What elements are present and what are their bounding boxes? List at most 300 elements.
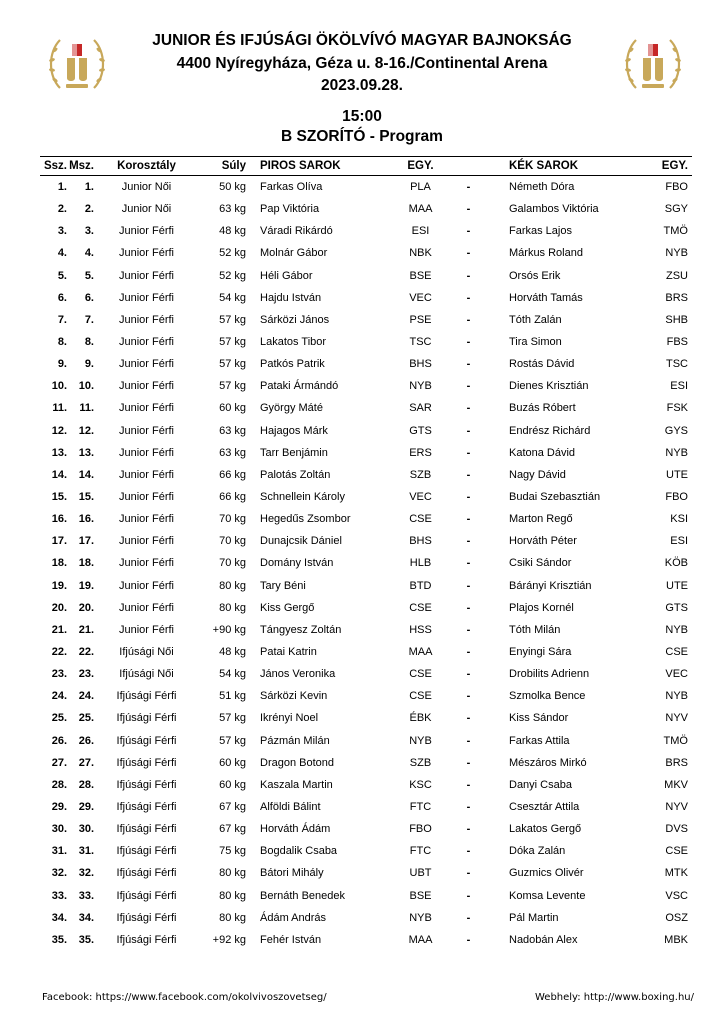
match-number: 33. — [78, 889, 94, 902]
header-msz: Msz. — [69, 157, 98, 176]
weight-class: 60 kg — [219, 778, 246, 791]
vs-separator: - — [466, 646, 471, 659]
red-corner-club: NYB — [409, 734, 432, 747]
bout-number: 22. — [51, 646, 67, 659]
blue-corner-club: FBS — [666, 336, 688, 349]
blue-corner-club: TMÖ — [663, 734, 688, 747]
bout-number: 5. — [57, 269, 67, 282]
red-corner-boxer: Hajdu István — [260, 291, 322, 304]
age-category: Junior Férfi — [118, 336, 175, 349]
red-corner-club: BHS — [409, 358, 432, 371]
age-category: Ifjúsági Férfi — [116, 778, 177, 791]
blue-corner-boxer: Pál Martin — [509, 911, 559, 924]
bout-number: 4. — [57, 247, 67, 260]
table-row — [40, 707, 692, 729]
match-number: 16. — [78, 513, 94, 526]
table-row — [40, 198, 692, 220]
bout-number: 18. — [51, 557, 67, 570]
red-corner-club: BTD — [409, 579, 432, 592]
age-category: Junior Férfi — [118, 535, 175, 548]
table-row — [40, 464, 692, 486]
bout-number: 10. — [51, 380, 67, 393]
red-corner-club: FBO — [409, 823, 432, 836]
table-row — [40, 597, 692, 619]
table-row — [40, 508, 692, 530]
bout-number: 16. — [51, 513, 67, 526]
red-corner-boxer: Bogdalik Csaba — [260, 845, 338, 858]
weight-class: 51 kg — [219, 690, 246, 703]
red-corner-boxer: Tarr Benjámin — [260, 446, 328, 459]
match-number: 1. — [84, 181, 94, 194]
weight-class: 57 kg — [219, 358, 246, 371]
blue-corner-boxer: Nadobán Alex — [509, 933, 578, 946]
vs-separator: - — [466, 668, 471, 681]
age-category: Junior Férfi — [118, 557, 175, 570]
match-number: 4. — [84, 247, 94, 260]
blue-corner-club: BRS — [665, 291, 688, 304]
red-corner-club: CSE — [409, 513, 432, 526]
match-number: 15. — [78, 491, 94, 504]
weight-class: 63 kg — [219, 203, 246, 216]
table-row — [40, 375, 692, 397]
red-corner-club: FTC — [409, 801, 432, 813]
event-date: 2023.09.28. — [321, 77, 403, 94]
age-category: Ifjúsági Férfi — [116, 889, 177, 902]
blue-corner-club: NYB — [665, 690, 688, 703]
bout-number: 11. — [52, 402, 67, 415]
vs-separator: - — [466, 380, 471, 393]
blue-corner-boxer: Buzás Róbert — [509, 402, 576, 415]
blue-corner-club: MKV — [664, 778, 688, 791]
age-category: Ifjúsági Férfi — [116, 933, 177, 946]
blue-corner-boxer: Tira Simon — [509, 336, 562, 349]
age-category: Ifjúsági Férfi — [116, 690, 177, 703]
weight-class: 52 kg — [219, 269, 246, 282]
age-category: Junior Férfi — [118, 491, 175, 504]
match-number: 21. — [78, 623, 94, 636]
vs-separator: - — [466, 712, 471, 725]
header-suly: Súly — [195, 157, 250, 176]
vs-separator: - — [466, 269, 471, 282]
blue-corner-club: KÖB — [664, 557, 688, 570]
age-category: Junior Férfi — [118, 247, 175, 260]
age-category: Junior Férfi — [118, 380, 175, 393]
weight-class: 48 kg — [219, 646, 246, 659]
blue-corner-club: VSC — [665, 889, 688, 902]
bout-number: 20. — [51, 601, 67, 614]
red-corner-club: NYB — [409, 911, 432, 924]
match-number: 27. — [78, 756, 94, 769]
bout-number: 23. — [51, 668, 67, 681]
red-corner-club: BSE — [409, 269, 432, 282]
bout-number: 7. — [57, 313, 67, 326]
age-category: Junior Férfi — [118, 225, 175, 238]
table-row — [40, 575, 692, 597]
table-row — [40, 331, 692, 353]
vs-separator: - — [466, 623, 471, 636]
red-corner-club: NBK — [409, 247, 432, 260]
red-corner-club: GTS — [409, 424, 432, 437]
red-corner-club: MAA — [408, 203, 433, 216]
match-number: 20. — [78, 601, 94, 614]
header-separator — [446, 157, 491, 176]
red-corner-club: HSS — [409, 623, 432, 636]
red-corner-boxer: Farkas Olíva — [260, 181, 323, 194]
header-egy-red: EGY. — [395, 157, 446, 176]
red-corner-boxer: Palotás Zoltán — [260, 468, 331, 481]
red-corner-boxer: Pap Viktória — [260, 203, 320, 216]
match-number: 5. — [84, 269, 94, 282]
weight-class: 60 kg — [219, 756, 246, 769]
table-row — [40, 176, 692, 199]
blue-corner-boxer: Katona Dávid — [509, 446, 576, 459]
blue-corner-club: SGY — [664, 203, 688, 216]
blue-corner-club: TMÖ — [663, 225, 688, 238]
red-corner-boxer: Bernáth Benedek — [260, 889, 346, 902]
red-corner-boxer: Dunajcsik Dániel — [260, 535, 342, 548]
table-row — [40, 397, 692, 419]
championship-title: JUNIOR ÉS IFJÚSÁGI ÖKÖLVÍVÓ MAGYAR BAJNOKSÁG — [152, 32, 572, 49]
age-category: Ifjúsági Női — [119, 646, 174, 659]
website-link[interactable]: Webhely: http://www.boxing.hu/ — [534, 992, 694, 1003]
vs-separator: - — [466, 778, 471, 791]
red-corner-boxer: Schnellein Károly — [260, 491, 345, 504]
header-korosztaly: Korosztály — [98, 157, 195, 176]
blue-corner-boxer: Galambos Viktória — [509, 203, 599, 216]
bout-number: 12. — [51, 424, 67, 437]
table-row — [40, 752, 692, 774]
red-corner-club: NYB — [409, 380, 432, 393]
bout-number: 30. — [51, 823, 67, 836]
table-row — [40, 486, 692, 508]
blue-corner-club: DVS — [665, 823, 688, 836]
bout-number: 34. — [51, 911, 67, 924]
match-number: 19. — [78, 579, 94, 592]
weight-class: 57 kg — [219, 712, 246, 725]
red-corner-boxer: Molnár Gábor — [260, 247, 328, 260]
blue-corner-club: NYV — [665, 801, 688, 813]
vs-separator: - — [466, 247, 471, 260]
match-number: 11. — [79, 402, 94, 415]
red-corner-boxer: Hegedűs Zsombor — [260, 513, 351, 526]
red-corner-club: ESI — [411, 225, 430, 238]
red-corner-club: PSE — [409, 313, 432, 326]
match-number: 6. — [84, 291, 94, 304]
age-category: Junior Női — [121, 181, 172, 194]
blue-corner-boxer: Márkus Roland — [509, 247, 583, 260]
weight-class: 80 kg — [219, 889, 246, 902]
age-category: Junior Férfi — [118, 446, 175, 459]
blue-corner-club: MBK — [664, 933, 688, 946]
table-body — [40, 176, 692, 951]
bout-number: 33. — [51, 889, 67, 902]
match-number: 3. — [84, 225, 94, 238]
red-corner-boxer: Pázmán Milán — [260, 734, 330, 747]
age-category: Junior Férfi — [118, 291, 175, 304]
vs-separator: - — [466, 181, 471, 194]
table-row — [40, 818, 692, 840]
table-row — [40, 929, 692, 951]
blue-corner-club: TSC — [666, 358, 688, 371]
red-corner-club: KSC — [409, 778, 432, 791]
match-number: 2. — [84, 203, 94, 216]
blue-corner-boxer: Kiss Sándor — [509, 712, 569, 725]
document-header — [0, 30, 724, 98]
vs-separator: - — [466, 203, 471, 216]
red-corner-boxer: Horváth Ádám — [260, 823, 331, 836]
bout-number: 31. — [51, 845, 67, 858]
red-corner-club: FTC — [409, 845, 432, 858]
age-category: Junior Férfi — [118, 579, 175, 592]
blue-corner-club: NYV — [665, 712, 688, 725]
age-category: Junior Férfi — [118, 313, 175, 326]
bout-number: 28. — [51, 778, 67, 791]
bout-number: 26. — [51, 734, 67, 747]
age-category: Junior Férfi — [118, 623, 175, 636]
weight-class: 54 kg — [219, 668, 246, 681]
blue-corner-boxer: Marton Regő — [509, 513, 573, 526]
table-row — [40, 265, 692, 287]
table-row — [40, 730, 692, 752]
blue-corner-boxer: Tóth Zalán — [509, 313, 562, 326]
age-category: Junior Férfi — [118, 601, 175, 614]
age-category: Junior Férfi — [118, 269, 175, 282]
red-corner-boxer: Bátori Mihály — [260, 867, 324, 880]
red-corner-boxer: Tary Béni — [260, 579, 306, 592]
weight-class: 54 kg — [219, 291, 246, 304]
weight-class: 63 kg — [219, 424, 246, 437]
match-number: 35. — [78, 933, 94, 946]
blue-corner-boxer: Szmolka Bence — [509, 690, 586, 703]
blue-corner-club: UTE — [666, 468, 688, 481]
match-number: 29. — [78, 801, 94, 813]
bout-number: 25. — [51, 712, 67, 725]
vs-separator: - — [466, 867, 471, 880]
red-corner-boxer: Váradi Rikárdó — [260, 225, 333, 238]
vs-separator: - — [466, 513, 471, 526]
table-row — [40, 663, 692, 685]
match-number: 26. — [78, 734, 94, 747]
blue-corner-club: BRS — [665, 756, 688, 769]
match-number: 18. — [78, 557, 94, 570]
age-category: Ifjúsági Férfi — [116, 845, 177, 858]
red-corner-boxer: Tángyesz Zoltán — [260, 623, 342, 636]
match-number: 17. — [78, 535, 94, 548]
red-corner-club: CSE — [409, 601, 432, 614]
table-header-row — [40, 157, 692, 176]
blue-corner-club: ESI — [670, 380, 688, 393]
blue-corner-club: FBO — [665, 181, 688, 194]
red-corner-club: PLA — [410, 181, 431, 194]
weight-class: 75 kg — [219, 845, 246, 858]
blue-corner-boxer: Guzmics Olivér — [509, 867, 584, 880]
vs-separator: - — [466, 845, 471, 858]
blue-corner-boxer: Bárányi Krisztián — [509, 579, 592, 592]
match-number: 28. — [78, 778, 94, 791]
age-category: Ifjúsági Férfi — [116, 911, 177, 924]
blue-corner-boxer: Lakatos Gergő — [509, 823, 582, 836]
red-corner-boxer: Dragon Botond — [260, 756, 334, 769]
blue-corner-boxer: Rostás Dávid — [509, 358, 575, 371]
vs-separator: - — [466, 336, 471, 349]
weight-class: 67 kg — [219, 823, 246, 836]
red-corner-club: BHS — [409, 535, 432, 548]
blue-corner-boxer: Budai Szebasztián — [509, 491, 601, 504]
match-number: 14. — [78, 468, 94, 481]
table-row — [40, 685, 692, 707]
header-kek-sarok: KÉK SAROK — [491, 157, 641, 176]
blue-corner-club: FSK — [666, 402, 688, 415]
weight-class: 57 kg — [219, 336, 246, 349]
table-row — [40, 242, 692, 264]
red-corner-boxer: Domány István — [260, 557, 334, 570]
match-number: 12. — [78, 424, 94, 437]
blue-corner-boxer: Nagy Dávid — [509, 468, 566, 481]
match-number: 24. — [78, 690, 94, 703]
blue-corner-club: CSE — [665, 845, 688, 858]
weight-class: 63 kg — [219, 446, 246, 459]
table-row — [40, 220, 692, 242]
bout-number: 6. — [57, 291, 67, 304]
red-corner-boxer: Ádám András — [260, 911, 327, 924]
blue-corner-boxer: Tóth Milán — [509, 623, 561, 636]
red-corner-boxer: Pataki Ármándó — [260, 380, 339, 393]
blue-corner-club: CSE — [665, 646, 688, 659]
vs-separator: - — [466, 491, 471, 504]
red-corner-club: MAA — [408, 933, 433, 946]
red-corner-club: VEC — [409, 291, 432, 304]
red-corner-boxer: Kaszala Martin — [260, 778, 333, 791]
table-row — [40, 442, 692, 464]
blue-corner-club: ESI — [670, 535, 688, 548]
vs-separator: - — [466, 468, 471, 481]
age-category: Ifjúsági Férfi — [116, 823, 177, 836]
vs-separator: - — [466, 756, 471, 769]
table-row — [40, 862, 692, 884]
blue-corner-club: FBO — [665, 491, 688, 504]
bout-number: 17. — [51, 535, 67, 548]
bout-number: 13. — [51, 446, 67, 459]
table-row — [40, 619, 692, 641]
bout-number: 9. — [57, 358, 67, 371]
red-corner-club: ERS — [409, 446, 432, 459]
vs-separator: - — [466, 225, 471, 238]
match-number: 7. — [84, 313, 94, 326]
blue-corner-club: VEC — [665, 668, 688, 681]
blue-corner-boxer: Dóka Zalán — [509, 845, 566, 858]
match-number: 9. — [84, 358, 94, 371]
blue-corner-boxer: Horváth Péter — [509, 535, 577, 548]
vs-separator: - — [466, 535, 471, 548]
blue-corner-boxer: Komsa Levente — [509, 889, 586, 902]
blue-corner-boxer: Mészáros Mirkó — [509, 756, 587, 769]
bout-program-table — [40, 156, 692, 951]
weight-class: 57 kg — [219, 313, 246, 326]
red-corner-club: SZB — [409, 756, 432, 769]
red-corner-boxer: János Veronika — [260, 668, 336, 681]
match-number: 23. — [78, 668, 94, 681]
red-corner-club: TSC — [409, 336, 432, 349]
weight-class: 80 kg — [219, 911, 246, 924]
table-row — [40, 796, 692, 818]
age-category: Junior Férfi — [118, 402, 175, 415]
blue-corner-club: GTS — [665, 601, 688, 614]
red-corner-boxer: Sárközi János — [260, 313, 330, 326]
red-corner-boxer: Hajagos Márk — [260, 424, 328, 437]
red-corner-club: VEC — [409, 491, 432, 504]
weight-class: 66 kg — [219, 468, 246, 481]
blue-corner-boxer: Orsós Erik — [509, 269, 561, 282]
header-egy-blue: EGY. — [641, 157, 692, 176]
blue-corner-club: NYB — [665, 247, 688, 260]
red-corner-boxer: Héli Gábor — [260, 269, 313, 282]
red-corner-club: UBT — [409, 867, 432, 880]
table-row — [40, 353, 692, 375]
weight-class: 66 kg — [219, 491, 246, 504]
table-row — [40, 309, 692, 331]
red-corner-boxer: Ikrényi Noel — [260, 712, 319, 725]
red-corner-boxer: Lakatos Tibor — [260, 336, 327, 349]
red-corner-boxer: Kiss Gergő — [260, 601, 315, 614]
age-category: Ifjúsági Férfi — [116, 734, 177, 747]
weight-class: +90 kg — [212, 623, 246, 636]
blue-corner-boxer: Farkas Attila — [509, 734, 570, 747]
header-ssz: Ssz. — [40, 157, 69, 176]
red-corner-club: MAA — [408, 646, 433, 659]
red-corner-boxer: Fehér István — [260, 933, 322, 946]
vs-separator: - — [466, 801, 471, 813]
red-corner-club: SAR — [409, 402, 432, 415]
bout-number: 35. — [51, 933, 67, 946]
vs-separator: - — [466, 358, 471, 371]
bout-number: 8. — [57, 336, 67, 349]
age-category: Ifjúsági Férfi — [116, 712, 177, 725]
weight-class: 80 kg — [219, 579, 246, 592]
bout-number: 21. — [51, 623, 67, 636]
bout-number: 27. — [51, 756, 67, 769]
blue-corner-boxer: Farkas Lajos — [509, 225, 572, 238]
weight-class: 57 kg — [219, 380, 246, 393]
red-corner-boxer: György Máté — [260, 402, 323, 415]
blue-corner-club: ZSU — [666, 269, 688, 282]
table-row — [40, 907, 692, 929]
vs-separator: - — [466, 690, 471, 703]
weight-class: 52 kg — [219, 247, 246, 260]
red-corner-club: SZB — [409, 468, 432, 481]
match-number: 10. — [78, 380, 94, 393]
bout-number: 24. — [51, 690, 67, 703]
session-time: 15:00 — [342, 108, 382, 125]
facebook-link[interactable]: Facebook: https://www.facebook.com/okolvivoszovetseg/ — [42, 992, 327, 1003]
vs-separator: - — [466, 291, 471, 304]
red-corner-boxer: Patai Katrin — [260, 646, 317, 659]
match-number: 32. — [78, 867, 94, 880]
weight-class: 80 kg — [219, 867, 246, 880]
age-category: Ifjúsági Férfi — [116, 801, 177, 813]
age-category: Junior Férfi — [118, 358, 175, 371]
venue-address: 4400 Nyíregyháza, Géza u. 8-16./Continental Arena — [176, 54, 548, 72]
blue-corner-club: SHB — [665, 313, 688, 326]
vs-separator: - — [466, 446, 471, 459]
bout-number: 14. — [51, 468, 67, 481]
match-number: 25. — [78, 712, 94, 725]
age-category: Junior Férfi — [118, 424, 175, 437]
bout-number: 1. — [57, 181, 67, 194]
red-corner-boxer: Alföldi Bálint — [260, 801, 321, 813]
red-corner-club: CSE — [409, 690, 432, 703]
match-number: 13. — [78, 446, 94, 459]
red-corner-boxer: Patkós Patrik — [260, 358, 325, 371]
